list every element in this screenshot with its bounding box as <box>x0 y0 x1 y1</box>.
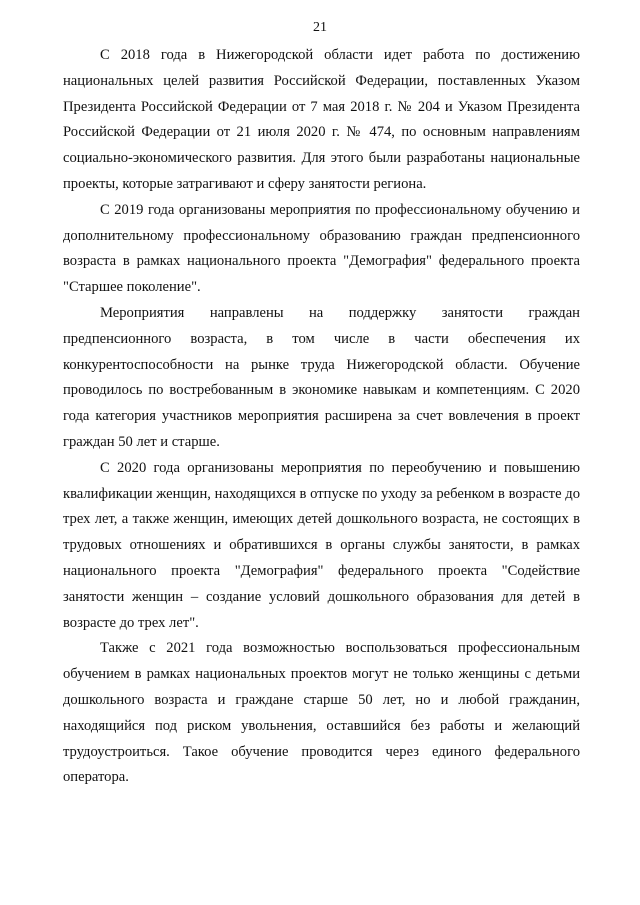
paragraph-employment-support: Мероприятия направлены на поддержку занятости граждан предпенсионного возраста, в том числе в части обеспечения их конкурентоспособности на рынке труда Нижегородской области. Обучение проводилось по востребованным в экономике навыкам и компетенциям. С 2020 года категория участников мероприятия расширена за счет вовлечения в проект граждан 50 лет и старше. <box>63 304 580 450</box>
page-number: 21 <box>313 20 327 35</box>
paragraph-risk-of-dismissal-training: Также с 2021 года возможностью воспользоваться профессиональным обучением в рамках национальных проектов могут не только женщины с детьми дошкольного возраста и граждане старше 50 лет, но и любой гражданин, находящийся под риском увольнения, оставшийся без работы и желающий трудоустроиться. Такое обучение проводится через единого федерального оператора. <box>63 640 580 786</box>
paragraph-pre-retirement-training: С 2019 года организованы мероприятия по профессиональному обучению и дополнительному профессиональному образованию граждан предпенсионного возраста в рамках национального проекта "Демография" федерального проекта "Старшее поколение". <box>63 201 580 296</box>
paragraph-national-goals: С 2018 года в Нижегородской области идет работа по достижению национальных целей развития Российской Федерации, поставленных Указом Президента Российской Федерации от 7 мая 2018 г. № 204 и Указом Президента Российской Федерации от 21 июля 2020 г. № 474, по основным направлениям социально-экономического развития. Для этого были разработаны национальные проекты, которые затрагивают и сферу занятости региона. <box>63 47 580 192</box>
document-body <box>63 43 580 791</box>
paragraph-women-retraining: С 2020 года организованы мероприятия по переобучению и повышению квалификации женщин, находящихся в отпуске по уходу за ребенком в возрасте до трех лет, а также женщин, имеющих детей дошкольного возраста, не состоящих в трудовых отношениях и обратившихся в органы службы занятости, в рамках национального проекта "Демография" федерального проекта "Содействие занятости женщин – создание условий дошкольного образования для детей в возрасте до трех лет". <box>63 459 580 631</box>
